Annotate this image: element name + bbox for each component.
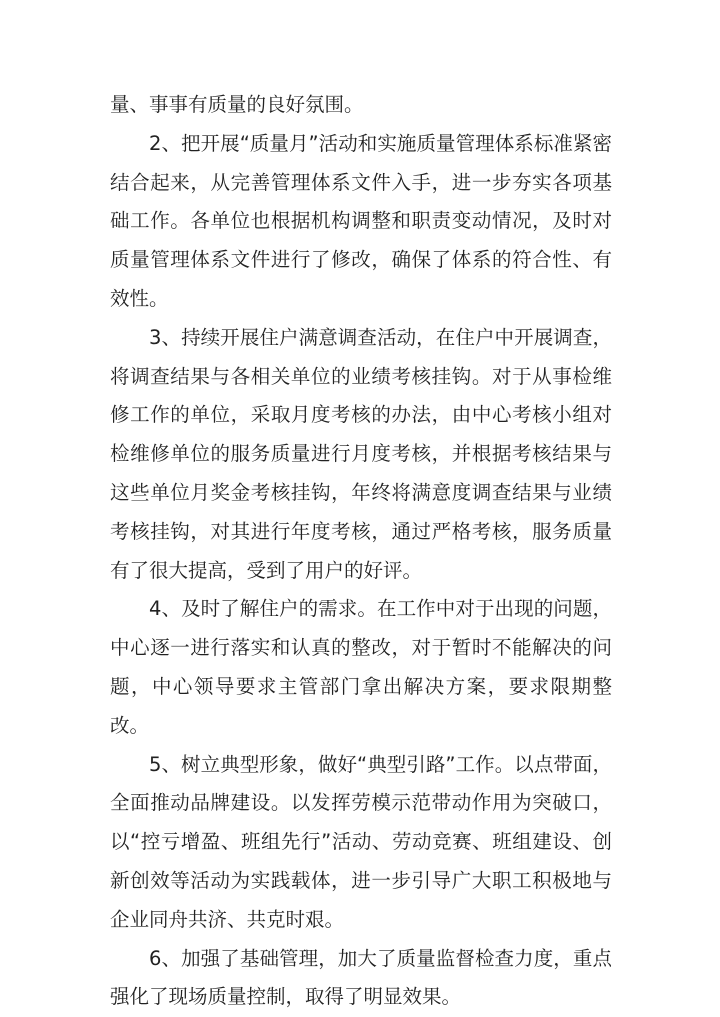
- paragraph-item-5: 5、树立典型形象，做好“典型引路”工作。以点带面，全面推动品牌建设。以发挥劳模示范带动作用为突破口，以“控亏增盈、班组先行”活动、劳动竞赛、班组建设、创新创效等活动为实践载体，进一步引导广大职工积极地与企业同舟共济、共克时艰。: [110, 752, 612, 931]
- paragraph-item-6: 6、加强了基础管理，加大了质量监督检查力度，重点强化了现场质量控制，取得了明显效果。: [110, 946, 612, 1009]
- paragraph-continuation: 量、事事有质量的良好氛围。: [110, 93, 364, 116]
- paragraph-item-4: 4、及时了解住户的需求。在工作中对于出现的问题，中心逐一进行落实和认真的整改，对于暂时不能解决的问题，中心领导要求主管部门拿出解决方案，要求限期整改。: [110, 597, 612, 737]
- paragraph-item-2: 2、把开展“质量月”活动和实施质量管理体系标准紧密结合起来，从完善管理体系文件入手，进一步夯实各项基础工作。各单位也根据机构调整和职责变动情况，及时对质量管理体系文件进行了修改，确保了体系的符合性、有效性。: [110, 131, 612, 310]
- paragraph-item-3: 3、持续开展住户满意调查活动，在住户中开展调查，将调查结果与各相关单位的业绩考核挂钩。对于从事检维修工作的单位，采取月度考核的办法，由中心考核小组对检维修单位的服务质量进行月度考核，并根据考核结果与这些单位月奖金考核挂钩，年终将满意度调查结果与业绩考核挂钩，对其进行年度考核，通过严格考核，服务质量有了很大提高，受到了用户的好评。: [110, 325, 612, 582]
- document-body: [110, 86, 612, 1017]
